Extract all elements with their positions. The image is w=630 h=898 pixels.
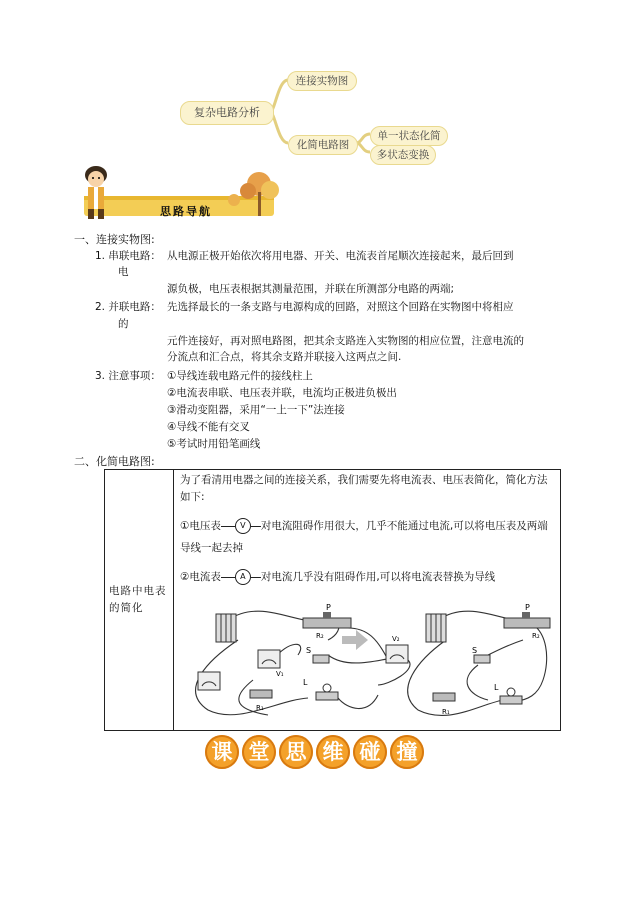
- ammeter-icon: [198, 672, 220, 690]
- label-R1-left: R₁: [256, 704, 264, 712]
- label-R2-left: R₂: [316, 632, 324, 640]
- voltmeter-text: 对电流阻碍作用很大，几乎不能通过电流,可以将电压表及两端导线一起去掉: [180, 520, 548, 554]
- label-V2: V₂: [392, 635, 400, 643]
- art-char-2: 堂: [242, 735, 276, 769]
- mindmap-leaf-multi: 多状态变换: [370, 145, 436, 165]
- art-char-1: 课: [205, 735, 239, 769]
- note-4: ④导线不能有交叉: [167, 421, 250, 433]
- wire-left: [221, 526, 235, 527]
- item2-line1b: 的: [118, 318, 129, 330]
- switch-icon: [313, 655, 329, 663]
- label-R2-right: R₂: [532, 632, 540, 640]
- voltmeter-prefix: ①电压表: [180, 520, 221, 532]
- note-2: ②电流表串联、电压表并联，电流均正极进负极出: [167, 387, 397, 399]
- lamp-icon: [316, 684, 338, 700]
- mindmap-branch-connect: 连接实物图: [287, 71, 357, 91]
- item1-line1b: 电: [118, 266, 129, 278]
- note-1: ①导线连载电路元件的接线柱上: [167, 370, 313, 382]
- ammeter-text: 对电流几乎没有阻碍作用,可以将电流表替换为导线: [260, 571, 496, 583]
- art-char-3: 思: [279, 735, 313, 769]
- rheostat-icon: [303, 612, 351, 628]
- table-content-cell: [174, 470, 561, 731]
- resistor-icon: [250, 690, 272, 698]
- label-V1: V₁: [276, 670, 284, 678]
- voltmeter-symbol-icon: V: [235, 518, 251, 534]
- arrow-icon: [342, 630, 368, 650]
- label-S-right: S: [472, 646, 478, 655]
- resistor-icon: [433, 693, 455, 701]
- item3-label: 3. 注意事项：: [95, 370, 161, 382]
- rheostat-icon: [504, 612, 550, 628]
- label-P-left: P: [326, 603, 331, 612]
- note-3: ③滑动变阻器，采用“一上一下”法连接: [167, 404, 345, 416]
- ammeter-prefix: ②电流表: [180, 571, 221, 583]
- wire-right: [251, 526, 261, 527]
- label-S-left: S: [306, 646, 312, 655]
- label-R1-right: R₁: [442, 708, 450, 716]
- battery-icon: [426, 614, 446, 642]
- voltmeter2-icon: [386, 645, 408, 663]
- banner-title: 思路导航: [160, 205, 212, 218]
- art-char-4: 维: [316, 735, 350, 769]
- voltmeter-icon: [258, 650, 280, 668]
- item1-line1: 从电源正极开始依次将用电器、开关、电流表首尾顺次连接起来，最后回到: [167, 250, 514, 262]
- battery-icon: [216, 614, 236, 642]
- table-row-label: 电路中电表的简化: [109, 585, 167, 614]
- intro-text: 为了看清用电器之间的连接关系，我们需要先将电流表、电压表简化，简化方法如下:: [180, 474, 548, 503]
- mindmap-branch-simplify: 化简电路图: [288, 135, 358, 155]
- label-L-left: L: [303, 678, 308, 687]
- item1-label: 1. 串联电路：: [95, 250, 161, 262]
- item2-line1: 先选择最长的一条支路与电源构成的回路，对照这个回路在实物图中将相应: [167, 301, 514, 313]
- lamp-icon: [500, 688, 522, 704]
- note-5: ⑤考试时用铅笔画线: [167, 438, 261, 450]
- simplification-table: [104, 469, 561, 731]
- table-row-label-cell: [105, 470, 174, 731]
- switch-icon: [474, 655, 490, 663]
- art-char-6: 撞: [390, 735, 424, 769]
- mindmap-root: 复杂电路分析: [180, 101, 274, 125]
- item2-label: 2. 并联电路：: [95, 301, 161, 313]
- circuit-figure: [178, 600, 556, 728]
- item1-line2: 源负极，电压表根据其测量范围，并联在所测部分电路的两端;: [167, 283, 455, 295]
- item2-line2: 元件连接好，再对照电路图，把其余支路连入实物图的相应位置，注意电流的: [167, 335, 524, 347]
- mindmap-leaf-single: 单一状态化简: [370, 126, 448, 146]
- label-P-right: P: [525, 603, 530, 612]
- section2-heading: 二、化简电路图:: [74, 455, 155, 468]
- item2-line3: 分流点和汇合点，将其余支路并联接入这两点之间.: [167, 351, 402, 363]
- footer-art-banner: [205, 735, 427, 769]
- wire-left: [221, 577, 235, 578]
- art-char-5: 碰: [353, 735, 387, 769]
- section1-heading: 一、连接实物图:: [74, 233, 155, 246]
- wire-right: [251, 577, 261, 578]
- ammeter-symbol-icon: A: [235, 569, 251, 585]
- label-L-right: L: [494, 683, 499, 692]
